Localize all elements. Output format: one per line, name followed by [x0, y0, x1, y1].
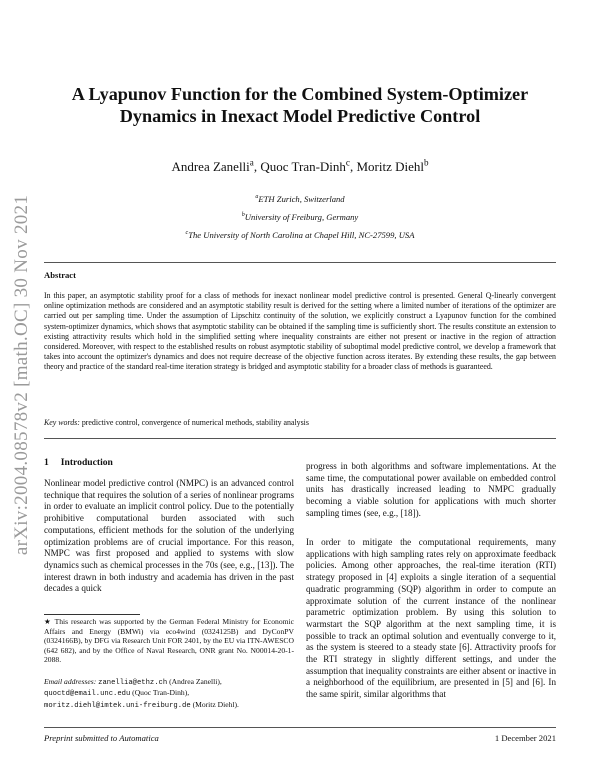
paragraph: In order to mitigate the computational requirements, many applications with high sampling rates rely on approximate feedback policies. Among other approaches, the real-time iteration (RTI) strategy proposed in [4] exploits a single iteration of a sequential quadratic programming (SQP) algorithm in order to compute an approximate solution of the current instance of the nonlinear parametric optimization problem. By using this solution to warmstart the SQP algorithm at the next sampling time, it is possible to track an optimal solution and eventually converge to it, as the system is steered to a steady state [6]. Attractivity proofs for the RTI strategy in slightly different settings, and under the assumption that inequality constraints are either absent or inactive in a neighborhood of the equilibrium, are presented in [5] and [6]. In the same spirit, similar algorithms that	[306, 537, 556, 700]
affiliation: $^b$University of Freiburg, Germany	[241, 212, 359, 222]
paragraph: progress in both algorithms and software implementations. At the same time, the computational power available on embedded control units has drastically increased leading to NMPC gradually becoming a viable solution for applications with much shorter sampling times (see, e.g., [18]).	[306, 461, 556, 518]
email-label: Email addresses:	[44, 677, 97, 686]
email-addresses	[44, 677, 294, 711]
left-column-text	[44, 478, 294, 595]
keywords	[44, 418, 556, 427]
section-heading	[44, 457, 113, 468]
footnote-text: This research was supported by the German Federal Ministry for Economic Affairs and Energy (BMWi) via eco4wind (0324125B) and DyConPV (0324166B), by DFG via Research Unit FOR 2401, by the EU via ITN-AWESCO (642 682), and by the Office of Naval Research, ONR grant No. N00014-20-1-2088.	[44, 617, 294, 665]
author: Moritz Diehl$^b$	[356, 157, 429, 174]
affiliation-list	[40, 190, 560, 244]
arxiv-stamp	[2, 175, 42, 575]
section-title: Introduction	[60, 457, 113, 468]
author: Quoc Tran-Dinh$^c$,	[260, 157, 357, 174]
keywords-text: predictive control, convergence of numerical methods, stability analysis	[81, 418, 309, 427]
author: Andrea Zanelli$^a$,	[171, 157, 261, 174]
author-affil-mark: b	[423, 157, 429, 168]
abstract-top-rule	[44, 262, 556, 263]
right-column-text-2	[306, 537, 556, 701]
footnote-mark: ★	[44, 617, 52, 626]
affiliation: $^c$The University of North Carolina at Chapel Hill, NC-27599, USA	[185, 230, 415, 240]
email-owner: (Quoc Tran-Dinh),	[132, 688, 190, 698]
email-link[interactable]: quoctd@email.unc.edu	[44, 690, 131, 699]
keywords-label: Key words:	[44, 418, 80, 427]
email-owner: (Andrea Zanelli),	[169, 677, 222, 686]
email-link[interactable]: zanellia@ethz.ch	[98, 679, 168, 687]
abstract-bottom-rule	[44, 438, 556, 439]
abstract-text: In this paper, an asymptotic stability proof for a class of methods for inexact nonlinear model predictive control is presented. General Q-linearly convergent online optimization methods are considered and an asymptotic stability result is derived for the setting where a limited number of iterations of the optimizer are carried out per sampling time. Under the assumption of Lipschitz continuity of the solution, we explicitly construct a Lyapunov function for the combined system-optimizer dynamics, which shows that asymptotic stability can be obtained if the sampling time is sufficiently short. The results constitute an extension to existing attractivity results which hold in the simplified setting where inequality constraints are either not present or inactive in the region of attraction considered. Moreover, with respect to the established results on robust asymptotic stability of suboptimal model predictive control, we develop a framework that takes into account the optimizer's dynamics and does not require decrease of the objective function across iterates. By extending these results, the gap between theory and practice of the standard real-time iteration strategy is bridged and asymptotic stability for a broader class of methods is guaranteed.	[44, 291, 556, 372]
author-list	[40, 159, 560, 175]
arxiv-stamp-text: arXiv:2004.08578v2 [math.OC] 30 Nov 2021	[11, 194, 32, 556]
affiliation: $^a$ETH Zurich, Switzerland	[255, 194, 345, 204]
email-link[interactable]: moritz.diehl@imtek.uni-freiburg.de	[44, 701, 191, 710]
footer-date: 1 December 2021	[494, 733, 556, 743]
footer-rule	[44, 727, 556, 728]
footnote-rule	[44, 614, 140, 615]
abstract-heading: Abstract	[44, 270, 76, 280]
section-number: 1	[44, 457, 49, 468]
funding-footnote	[44, 617, 294, 665]
preprint-note: Preprint submitted to Automatica	[44, 733, 159, 743]
author-affil-mark: a	[249, 157, 254, 168]
author-affil-mark: c	[345, 157, 350, 168]
email-owner: (Moritz Diehl).	[192, 699, 239, 709]
paragraph: Nonlinear model predictive control (NMPC) is an advanced control technique that requires the solution of a series of nonlinear programs in order to evaluate an implicit control policy. Due to the potentially prohibitive computational burden associated with such computations, efficient methods for the solution of the underlying optimization problems are of crucial importance. For this reason, NMPC was first proposed and applied to systems with slow dynamics such as chemical processes in the 70s (see, e.g., [13]). The interest drawn in both industry and academia has driven in the past decades a quick	[44, 478, 295, 594]
right-column-text-1	[306, 461, 556, 520]
paper-title: A Lyapunov Function for the Combined System-Optimizer Dynamics in Inexact Model Predictive Control	[71, 84, 529, 126]
